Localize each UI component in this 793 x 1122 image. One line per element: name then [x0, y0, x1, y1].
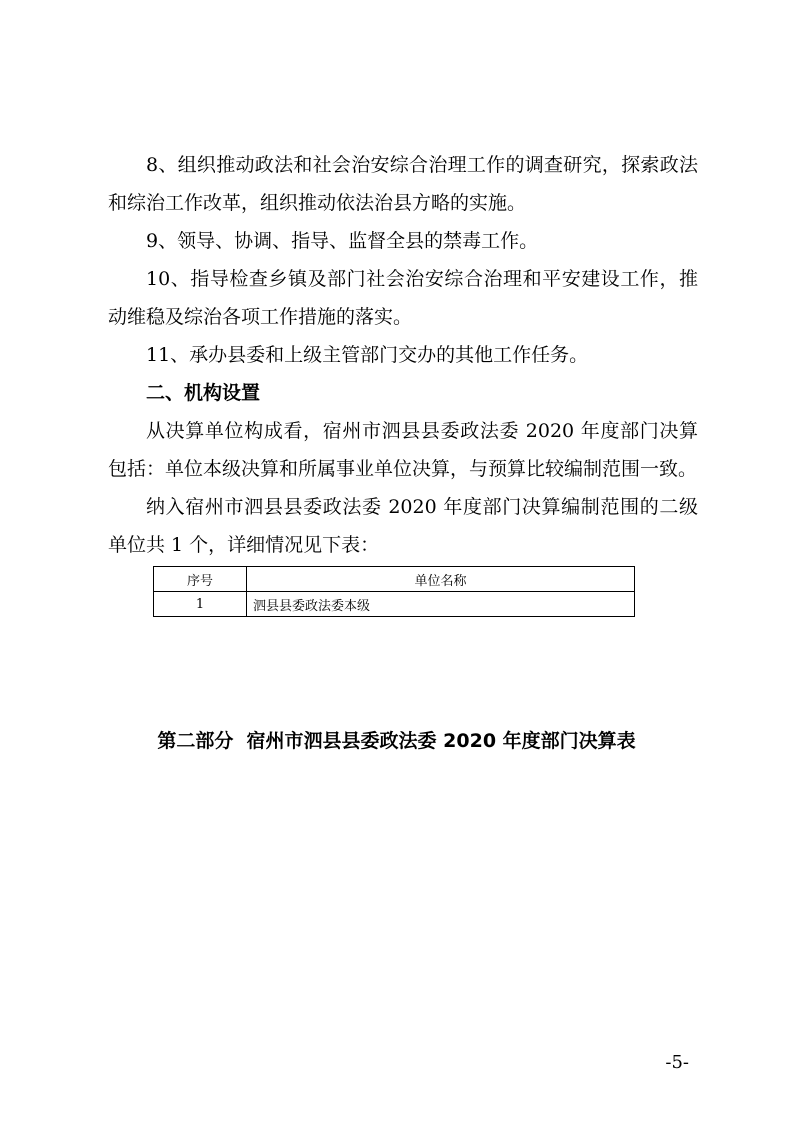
paragraph-item-11: 11、承办县委和上级主管部门交办的其他工作任务。 — [146, 344, 589, 366]
paragraph-secondary-units: 纳入宿州市泗县县委政法委 2020 年度部门决算编制范围的二级单位共 1 个，详细情况见下表： — [108, 496, 698, 556]
table-row — [154, 592, 635, 617]
table-header-unit-name: 单位名称 — [247, 567, 635, 592]
paragraph-item-8: 8、组织推动政法和社会治安综合治理工作的调查研究，探索政法和综治工作改革，组织推动依法治县方略的实施。 — [108, 154, 698, 214]
section-heading-org-setup: 二、机构设置 — [146, 382, 261, 404]
table-cell-no: 1 — [154, 592, 247, 617]
paragraph-item-10: 10、指导检查乡镇及部门社会治安综合治理和平安建设工作，推动维稳及综治各项工作措施的落实。 — [108, 268, 698, 328]
part-title: 第二部分 宿州市泗县县委政法委 2020 年度部门决算表 — [157, 730, 636, 752]
paragraph-budget-scope: 从决算单位构成看，宿州市泗县县委政法委 2020 年度部门决算包括：单位本级决算和所属事业单位决算，与预算比较编制范围一致。 — [108, 420, 698, 480]
units-table — [153, 566, 635, 617]
table-header-no: 序号 — [154, 567, 247, 592]
table-cell-unit-name: 泗县县委政法委本级 — [247, 592, 635, 617]
paragraph-item-9: 9、领导、协调、指导、监督全县的禁毒工作。 — [146, 230, 539, 252]
page-number: -5- — [665, 1052, 689, 1073]
page-content — [108, 146, 698, 617]
table-header-row — [154, 567, 635, 592]
